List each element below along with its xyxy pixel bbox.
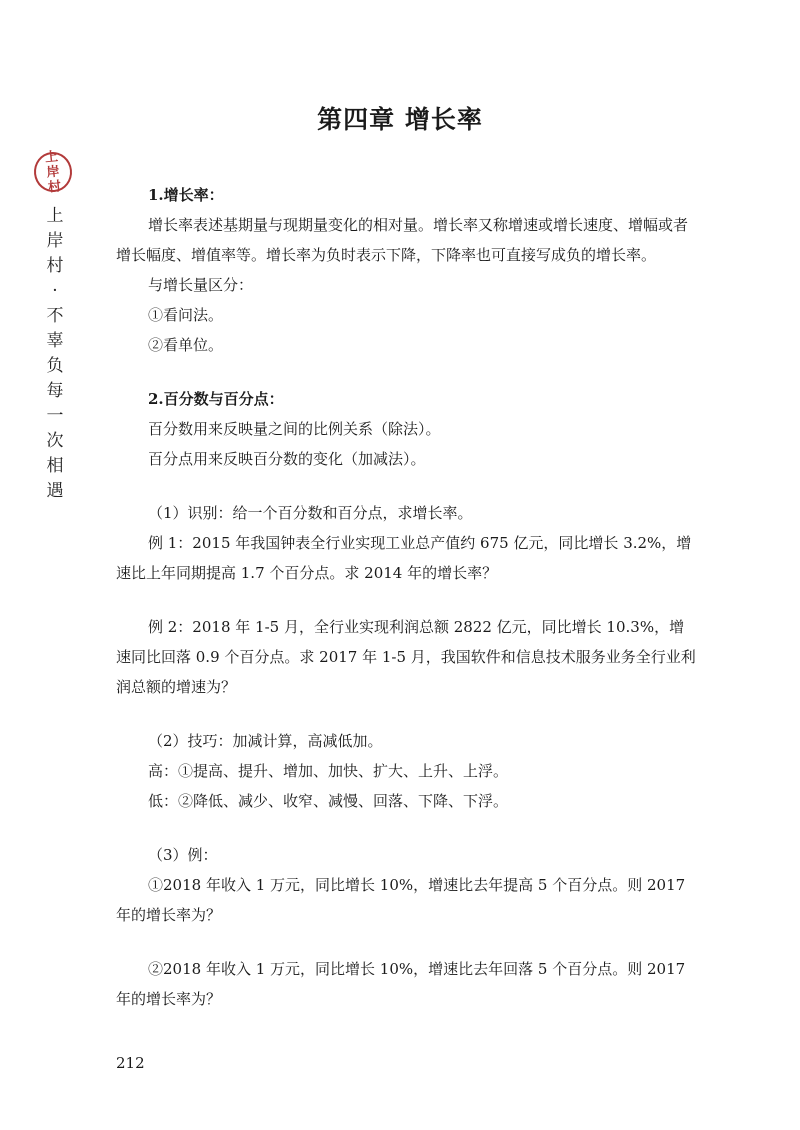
list-item: 高：①提高、提升、增加、加快、扩大、上升、上浮。 <box>148 762 509 780</box>
seal-logo: 上岸村 <box>32 150 74 194</box>
paragraph: 百分点用来反映百分数的变化（加减法）。 <box>148 450 426 468</box>
paragraph: 百分数用来反映量之间的比例关系（除法）。 <box>148 420 441 438</box>
subsection-heading: （2）技巧：加减计算，高减低加。 <box>148 732 383 750</box>
example-1: 例 1：2015 年我国钟表全行业实现工业总产值约 675 亿元，同比增长 3.2%，增速比上年同期提高 1.7 个百分点。求 2014 年的增长率？ <box>116 534 692 582</box>
page-content <box>116 180 696 1014</box>
section-1-heading: 1.增长率： <box>148 186 224 204</box>
subsection-heading: （1）识别：给一个百分数和百分点，求增长率。 <box>148 504 473 522</box>
chapter-title: 第四章 增长率 <box>317 105 483 134</box>
example-3: ①2018 年收入 1 万元，同比增长 10%，增速比去年提高 5 个百分点。则 2017 年的增长率为？ <box>116 876 686 924</box>
list-item: ①看问法。 <box>148 306 224 324</box>
example-2: 例 2：2018 年 1-5 月，全行业实现利润总额 2822 亿元，同比增长 10.3%，增速同比回落 0.9 个百分点。求 2017 年 1-5 月，我国软件和信息技术服务业务全行业利润总额的增速为？ <box>116 618 696 696</box>
list-item: 低：②降低、减少、收窄、减慢、回落、下降、下浮。 <box>148 792 509 810</box>
side-branding <box>34 148 78 504</box>
list-item: ②看单位。 <box>148 336 224 354</box>
page-number: 212 <box>116 1054 145 1072</box>
subsection-heading: （3）例： <box>148 846 218 864</box>
vertical-slogan: 上岸村·不辜负每一次相遇 <box>46 206 64 501</box>
example-4: ②2018 年收入 1 万元，同比增长 10%，增速比去年回落 5 个百分点。则 2017 年的增长率为？ <box>116 960 686 1008</box>
section-2-heading: 2.百分数与百分点： <box>148 390 284 408</box>
paragraph: 增长率表述基期量与现期量变化的相对量。增长率又称增速或增长速度、增幅或者增长幅度、增值率等。增长率为负时表示下降，下降率也可直接写成负的增长率。 <box>116 216 689 264</box>
paragraph: 与增长量区分： <box>148 276 254 294</box>
